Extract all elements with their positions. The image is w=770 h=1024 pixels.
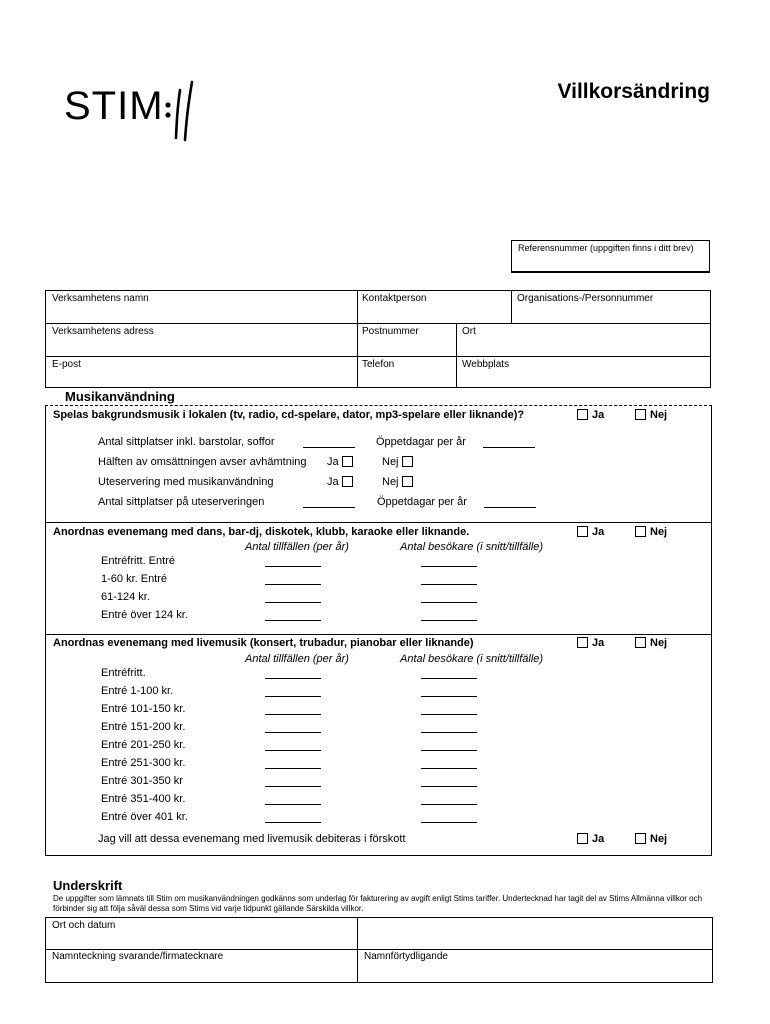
checkbox-icon — [577, 526, 588, 537]
dance-events-input[interactable] — [265, 620, 321, 621]
live-row-label: Entré 301-350 kr — [101, 775, 183, 787]
checkbox-icon — [635, 833, 646, 844]
advance-yes-label: Ja — [592, 833, 605, 845]
music-section — [45, 405, 712, 856]
live-col-visitors: Antal besökare (i snitt/tillfälle) — [400, 653, 544, 665]
divider — [45, 522, 712, 523]
live-events-input[interactable] — [265, 804, 321, 805]
live-visitors-input[interactable] — [421, 678, 477, 679]
background-no-checkbox[interactable] — [635, 409, 667, 421]
open-days-input[interactable] — [483, 447, 535, 448]
live-visitors-input[interactable] — [421, 714, 477, 715]
contact-grid — [45, 290, 711, 388]
dance-yes-checkbox[interactable] — [577, 526, 604, 538]
contact-person-field[interactable]: Kontaktperson — [362, 293, 427, 304]
outdoor-label: Uteservering med musikanvändning — [98, 476, 274, 488]
live-row-label: Entréfritt. — [101, 667, 146, 679]
live-visitors-input[interactable] — [421, 750, 477, 751]
place-date-field[interactable]: Ort och datum — [52, 920, 116, 931]
checkbox-icon — [635, 526, 646, 537]
dance-row-label: Entréfritt. Entré — [101, 555, 175, 567]
dance-visitors-input[interactable] — [421, 620, 477, 621]
reference-number-field[interactable] — [511, 240, 710, 273]
postcode-field[interactable]: Postnummer — [362, 326, 419, 337]
checkbox-icon — [577, 409, 588, 420]
dance-events-input[interactable] — [265, 602, 321, 603]
outdoor-seats-label: Antal sittplatser på uteserveringen — [98, 496, 265, 508]
outdoor-open-days-input[interactable] — [484, 507, 536, 508]
checkbox-icon — [635, 637, 646, 648]
signature-text: De uppgifter som lämnats till Stim om musikanvändningen godkänns som underlag för fakturering av avgift enligt Stims tariffer. Undertecknad har tagit del av Stims Allmänna villkor och förbinder sig att följa såväl dessa som Stims vid varje tidpunkt gällande Särskilda villkor. — [53, 894, 703, 913]
outdoor-yes-label: Ja — [327, 476, 339, 488]
live-row-label: Entré 201-250 kr. — [101, 739, 186, 751]
dance-no-checkbox[interactable] — [635, 526, 667, 538]
outdoor-no-label: Nej — [382, 476, 399, 488]
email-field[interactable]: E-post — [52, 359, 81, 370]
live-visitors-input[interactable] — [421, 732, 477, 733]
checkbox-icon — [577, 833, 588, 844]
live-visitors-input[interactable] — [421, 786, 477, 787]
background-no-label: Nej — [650, 409, 668, 421]
checkbox-icon — [402, 476, 413, 487]
live-events-input[interactable] — [265, 768, 321, 769]
takeaway-no-checkbox[interactable] — [382, 456, 417, 468]
dance-col-events: Antal tillfällen (per år) — [245, 541, 349, 553]
live-events-input[interactable] — [265, 732, 321, 733]
checkbox-icon — [342, 456, 353, 467]
live-visitors-input[interactable] — [421, 768, 477, 769]
checkbox-icon — [402, 456, 413, 467]
seats-label: Antal sittplatser inkl. barstolar, soffor — [98, 436, 275, 448]
outdoor-open-days-label: Öppetdagar per år — [377, 496, 467, 508]
live-row-label: Entré över 401 kr. — [101, 811, 188, 823]
background-yes-label: Ja — [592, 409, 605, 421]
advance-no-checkbox[interactable] — [635, 833, 667, 845]
phone-field[interactable]: Telefon — [362, 359, 395, 370]
signature-grid — [45, 917, 713, 983]
live-no-label: Nej — [650, 637, 668, 649]
live-events-input[interactable] — [265, 822, 321, 823]
page-title: Villkorsändring — [557, 80, 710, 103]
dance-visitors-input[interactable] — [421, 566, 477, 567]
advance-billing-label: Jag vill att dessa evenemang med livemusik debiteras i förskott — [98, 833, 406, 845]
live-row-label: Entré 101-150 kr. — [101, 703, 186, 715]
background-yes-checkbox[interactable] — [577, 409, 604, 421]
dance-no-label: Nej — [650, 526, 668, 538]
live-yes-label: Ja — [592, 637, 605, 649]
live-visitors-input[interactable] — [421, 822, 477, 823]
live-row-label: Entré 151-200 kr. — [101, 721, 186, 733]
live-visitors-input[interactable] — [421, 804, 477, 805]
live-events-input[interactable] — [265, 750, 321, 751]
website-field[interactable]: Webbplats — [462, 359, 510, 370]
takeaway-label: Hälften av omsättningen avser avhämtning — [98, 456, 307, 468]
advance-no-label: Nej — [650, 833, 668, 845]
live-col-events: Antal tillfällen (per år) — [245, 653, 349, 665]
live-events-input[interactable] — [265, 714, 321, 715]
advance-yes-checkbox[interactable] — [577, 833, 604, 845]
reference-number-label: Referensnummer (uppgiften finns i ditt brev) — [518, 243, 694, 253]
takeaway-no-label: Nej — [382, 456, 399, 468]
live-row-label: Entré 251-300 kr. — [101, 757, 186, 769]
logo-text: STIM — [64, 84, 164, 128]
live-yes-checkbox[interactable] — [577, 637, 604, 649]
divider — [45, 634, 712, 635]
stim-logo-icon — [164, 80, 204, 142]
dance-col-visitors: Antal besökare (i snitt/tillfälle) — [400, 541, 544, 553]
open-days-label: Öppetdagar per år — [376, 436, 466, 448]
checkbox-icon — [342, 476, 353, 487]
live-question: Anordnas evenemang med livemusik (konsert, trubadur, pianobar eller liknande) — [53, 637, 474, 649]
dance-question: Anordnas evenemang med dans, bar-dj, diskotek, klubb, karaoke eller liknande. — [53, 526, 470, 538]
dance-row-label: Entré över 124 kr. — [101, 609, 188, 621]
seats-input[interactable] — [303, 447, 355, 448]
checkbox-icon — [577, 637, 588, 648]
music-section-title: Musikanvändning — [65, 389, 175, 404]
live-events-input[interactable] — [265, 696, 321, 697]
dance-events-input[interactable] — [265, 584, 321, 585]
dance-row-label: 1-60 kr. Entré — [101, 573, 168, 585]
outdoor-no-checkbox[interactable] — [382, 476, 417, 488]
live-row-label: Entré 1-100 kr. — [101, 685, 174, 697]
background-music-question: Spelas bakgrundsmusik i lokalen (tv, radio, cd-spelare, dator, mp3-spelare eller liknande)? — [53, 409, 525, 421]
signature-field[interactable]: Namnteckning svarande/firmatecknare — [52, 951, 224, 962]
live-events-input[interactable] — [265, 786, 321, 787]
dance-visitors-input[interactable] — [421, 584, 477, 585]
takeaway-yes-label: Ja — [327, 456, 339, 468]
outdoor-seats-input[interactable] — [303, 507, 355, 508]
dance-row-label: 61-124 kr. — [101, 591, 150, 603]
name-clarification-field[interactable]: Namnförtydligande — [364, 951, 448, 962]
checkbox-icon — [635, 409, 646, 420]
outdoor-yes-checkbox[interactable] — [327, 476, 357, 488]
company-name-field[interactable]: Verksamhetens namn — [52, 293, 149, 304]
org-number-field[interactable]: Organisations-/Personnummer — [517, 293, 654, 304]
live-no-checkbox[interactable] — [635, 637, 667, 649]
live-visitors-input[interactable] — [421, 696, 477, 697]
live-row-label: Entré 351-400 kr. — [101, 793, 186, 805]
signature-title: Underskrift — [53, 878, 123, 893]
takeaway-yes-checkbox[interactable] — [327, 456, 357, 468]
live-events-input[interactable] — [265, 678, 321, 679]
dance-visitors-input[interactable] — [421, 602, 477, 603]
dance-yes-label: Ja — [592, 526, 605, 538]
city-field[interactable]: Ort — [462, 326, 476, 337]
address-field[interactable]: Verksamhetens adress — [52, 326, 154, 337]
dance-events-input[interactable] — [265, 566, 321, 567]
